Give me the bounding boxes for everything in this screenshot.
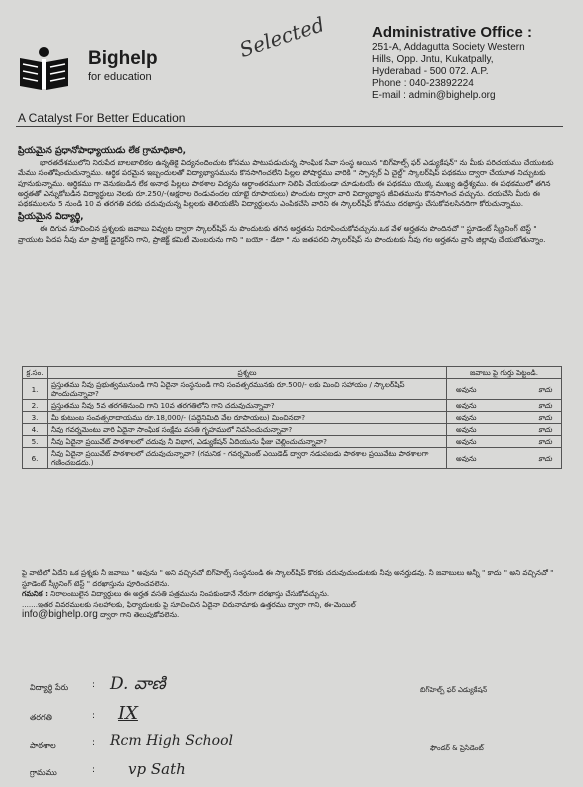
class-value: IX [118,703,138,724]
village-label: గ్రామము [30,768,57,777]
handwritten-no-mark: కాదు [538,453,552,463]
question-number: 3. [23,412,48,424]
class-label: తరగతి [30,713,52,722]
table-row [23,412,562,424]
brand-name: Bighelp [88,48,158,69]
question-text: మీ కుటుంబ సంవత్సరాదాయము రూ.18,000/- (పద్దెనిమిది వేల రూపాయలు) మించినదా? [48,412,447,424]
header-divider [16,126,563,127]
handwritten-no-mark: కాదు [538,413,552,422]
col-question-header: ప్రశ్నలు [48,367,447,379]
yes-option: అవును [456,413,477,422]
org-signature-label: బిగ్‌హెల్ప్ ఫర్ ఎడ్యుకేషన్ [420,686,488,694]
table-row [23,424,562,436]
question-number: 2. [23,400,48,412]
email-suffix: ద్వారా గాని తెలుపుకోవలెను. [100,610,180,619]
school-value: Rcm High School [110,733,234,749]
village-value: vp Sath [128,760,186,778]
yes-option: అవును [456,384,477,394]
yes-option: అవును [456,401,477,410]
office-title: Administrative Office : [372,24,533,41]
answer-cell [447,448,562,469]
salutation-student: ప్రియమైన విద్యార్థి, [18,212,84,223]
eligibility-questions-table [22,366,562,469]
office-line: Hills, Opp. Jntu, Kukatpally, [372,54,494,65]
brand-subtitle: for education [88,71,152,83]
question-number: 4. [23,424,48,436]
yes-option: అవును [456,437,477,446]
col-answer-header: జవాబు పై గుర్తు పెట్టండి. [447,367,562,379]
question-text: నీవు ఏదైనా ప్రయివేట్ పాఠశాలలో చదువుచున్నావా? (గమనిక - గవర్నమెంట్ ఎయిడెడ్ ద్వారా నడుపబడు పాఠశాల ప్రయివేటు పాఠశాలగా గణించబడదు.) [48,448,447,469]
note-text: నిరాలంబులైన విద్యార్థులు ఈ అర్హత వసతి పత్రమును నింపకుండానే నేరుగా దరఖాస్తు చేసుకోవచ్చును. [50,589,330,598]
office-email: E-mail : admin@bighelp.org [372,90,496,101]
handwritten-no-mark: కాదు [538,401,552,410]
email-line [22,610,565,621]
answer-cell [447,424,562,436]
student-name-label: విద్యార్థి పేరు [30,683,69,692]
question-number: 6. [23,448,48,469]
question-text: ప్రస్తుతము నీవు 5వ తరగతినుంచి గాని 10వ తరగతిలోని గాని చదువుచున్నావా? [48,400,447,412]
contact-email: info@bighelp.org [22,609,98,620]
tagline: A Catalyst For Better Education [18,111,186,125]
note-label: గమనిక : [22,589,48,598]
eligibility-paragraph: పై వాటిలో ఏదేని ఒక ప్రశ్నకు నీ జవాబు " అవును " అని వచ్చినచో బిగ్‌హెల్ప్ సంస్థనుండి ఈ స్కాలర్‌షిప్ కొరకు చదువుచుండుటకు నీవు అనర్హుడవు. నీ జవాబులు అన్నీ " కాదు " అని వచ్చినచో " స్టూడెంట్ స్క్రీనింగ్ టెస్ట్ " దరఖాస్తును పూరించవలెను. [22,568,554,588]
question-text: ప్రస్తుతము నీవు ప్రభుత్వమునుండి గాని ఏదైనా సంస్థనుండి గాని సంవత్సరమునకు రూ.500/- లకు మించి సహాయం / స్కాలర్‌షిప్ పొందుచున్నావా? [48,379,447,400]
colon-separator: : [92,680,96,690]
table-row [23,400,562,412]
answer-cell [447,379,562,400]
letter-body [18,143,563,245]
office-line: 251-A, Addagutta Society Western [372,42,525,53]
answer-cell [447,412,562,424]
school-label: పాఠశాల [30,741,56,750]
student-name-value: D. వాణి [110,674,166,694]
table-row [23,436,562,448]
table-header-row [23,367,562,379]
handwritten-no-mark: కాదు [538,384,552,394]
office-line: Hyderabad - 500 072. A.P. [372,66,489,77]
table-row [23,379,562,400]
colon-separator: : [92,738,96,748]
salutation-headmaster: ప్రియమైన ప్రధానోపాధ్యాయుడు లేక గ్రామాధికారి, [18,146,187,156]
founder-signature-label: ఫౌండర్ & ప్రెసిడెంట్ [430,744,484,752]
office-address [372,24,577,102]
note-line [22,589,565,600]
question-text: నీవు గవర్నమెంటు వారి ఏదైనా సాంఘిక సంక్షేమ వసతి గృహములో నివసించుచున్నావా? [48,424,447,436]
yes-option: అవును [456,453,477,463]
question-text: నీవు ఏదైనా ప్రయివేట్ పాఠశాలలో చదువు నీ విభాగ, ఎడ్యుకేషన్ ఏదియును ఫీజు చెల్లించుచున్నావా? [48,436,447,448]
office-phone: Phone : 040-23892224 [372,78,474,89]
yes-option: అవును [456,425,477,434]
contact-paragraph: .......ఇతర వివరములకు సలహాలకు, ఫిర్యాదులకు పై సూచించిన ఏదైనా చిరునామాకు ఉత్తరము ద్వారా గాని, ఈ-మెయిల్ [22,599,356,609]
answer-cell [447,400,562,412]
colon-separator: : [92,711,96,721]
col-number-header: క్ర.సం. [23,367,48,379]
question-number: 1. [23,379,48,400]
intro-paragraph: భారతదేశములోని నిరుపేద బాలబాలికల ఉన్నతికై విద్యనందించుట కోసము పాటుపడుచున్న సాంఘిక సేవా సంస్థ అయిన "బిగ్‌హెల్ప్ ఫర్ ఎడ్యుకేషన్" ను మీకు పరిచయము చేయుటకు మేము సంతోషించుచున్నాము. ఆర్థిక పరమైన ఇబ్బందులతో విద్యాభ్యాసమును కొనసాగించలేని పిల్లల పోషార్థము వారికి " స్పాన్సర్ ఏ చైల్డ్" స్కాలర్‌షిప్ పథకము ద్వారా చేయూత నిచ్చుటకు పూనుకున్నాము. ఆర్థికము గా వెనుకబడిన లేక అనాథ పిల్లలు పాఠశాల విద్యను ఆర్థాంతరముగా నిలిపి వేయకుండా చూడుటయే ఈ పథకము యొక్క ముఖ్య ఉద్దేశ్యము. ఈ పథకములో తగిన అర్హతతో ఎన్నుకోబడిన విద్యార్థులు నెలకు రూ.250/-(అక్షరాల రెండువందల యాభై రూపాయలు) పొందుట ద్వారా వారి విద్యాభ్యాస జీవితమును కొనసాగించ వచ్చును. దయచేసి మీరు ఈ పథకములను 5 నుండి 10 వ తరగతి వరకు చదువుచున్న పిల్లలకు తెలియజేసి విద్యార్థులను ఎంపికచేసి వారిని ఈ స్కాలర్‌షిప్ కోసము దరఖాస్తు చేసుకోవలసినదిగా కోరుచున్నాము. [18,158,554,209]
selected-handwritten-note: Selected [236,12,328,62]
bighelp-logo-icon [16,40,72,96]
student-paragraph: ఈ దిగువ సూచించిన ప్రశ్నలకు జవాబు వివ్వుట ద్వారా స్కాలర్‌షిప్ ను పొందుటకు తగిన అర్హతను నిరూపించుకోవచ్చును.ఒక వేళ అర్హతను పొందినచో " స్టూడెంట్ స్క్రీనింగ్ టెస్ట్ " వ్రాయుట పిదప నీవు మా ప్రాజెక్ట్ డైరెక్టర్‌ని గాని, ప్రాజెక్ట్ కమిటీ మెంబరును గాని " బయో - డేటా " ను జతపరచి స్కాలర్‌షిప్ ను పొందుటకు నీవు గల అర్హతను వ్రాసి జిల్లావు చేయబోతున్నాం. [18,224,546,244]
instructions-block [22,568,565,621]
table-row [23,448,562,469]
colon-separator: : [92,765,96,775]
question-number: 5. [23,436,48,448]
handwritten-no-mark: కాదు [538,425,552,434]
handwritten-no-mark: కాదు [538,437,552,446]
answer-cell [447,436,562,448]
